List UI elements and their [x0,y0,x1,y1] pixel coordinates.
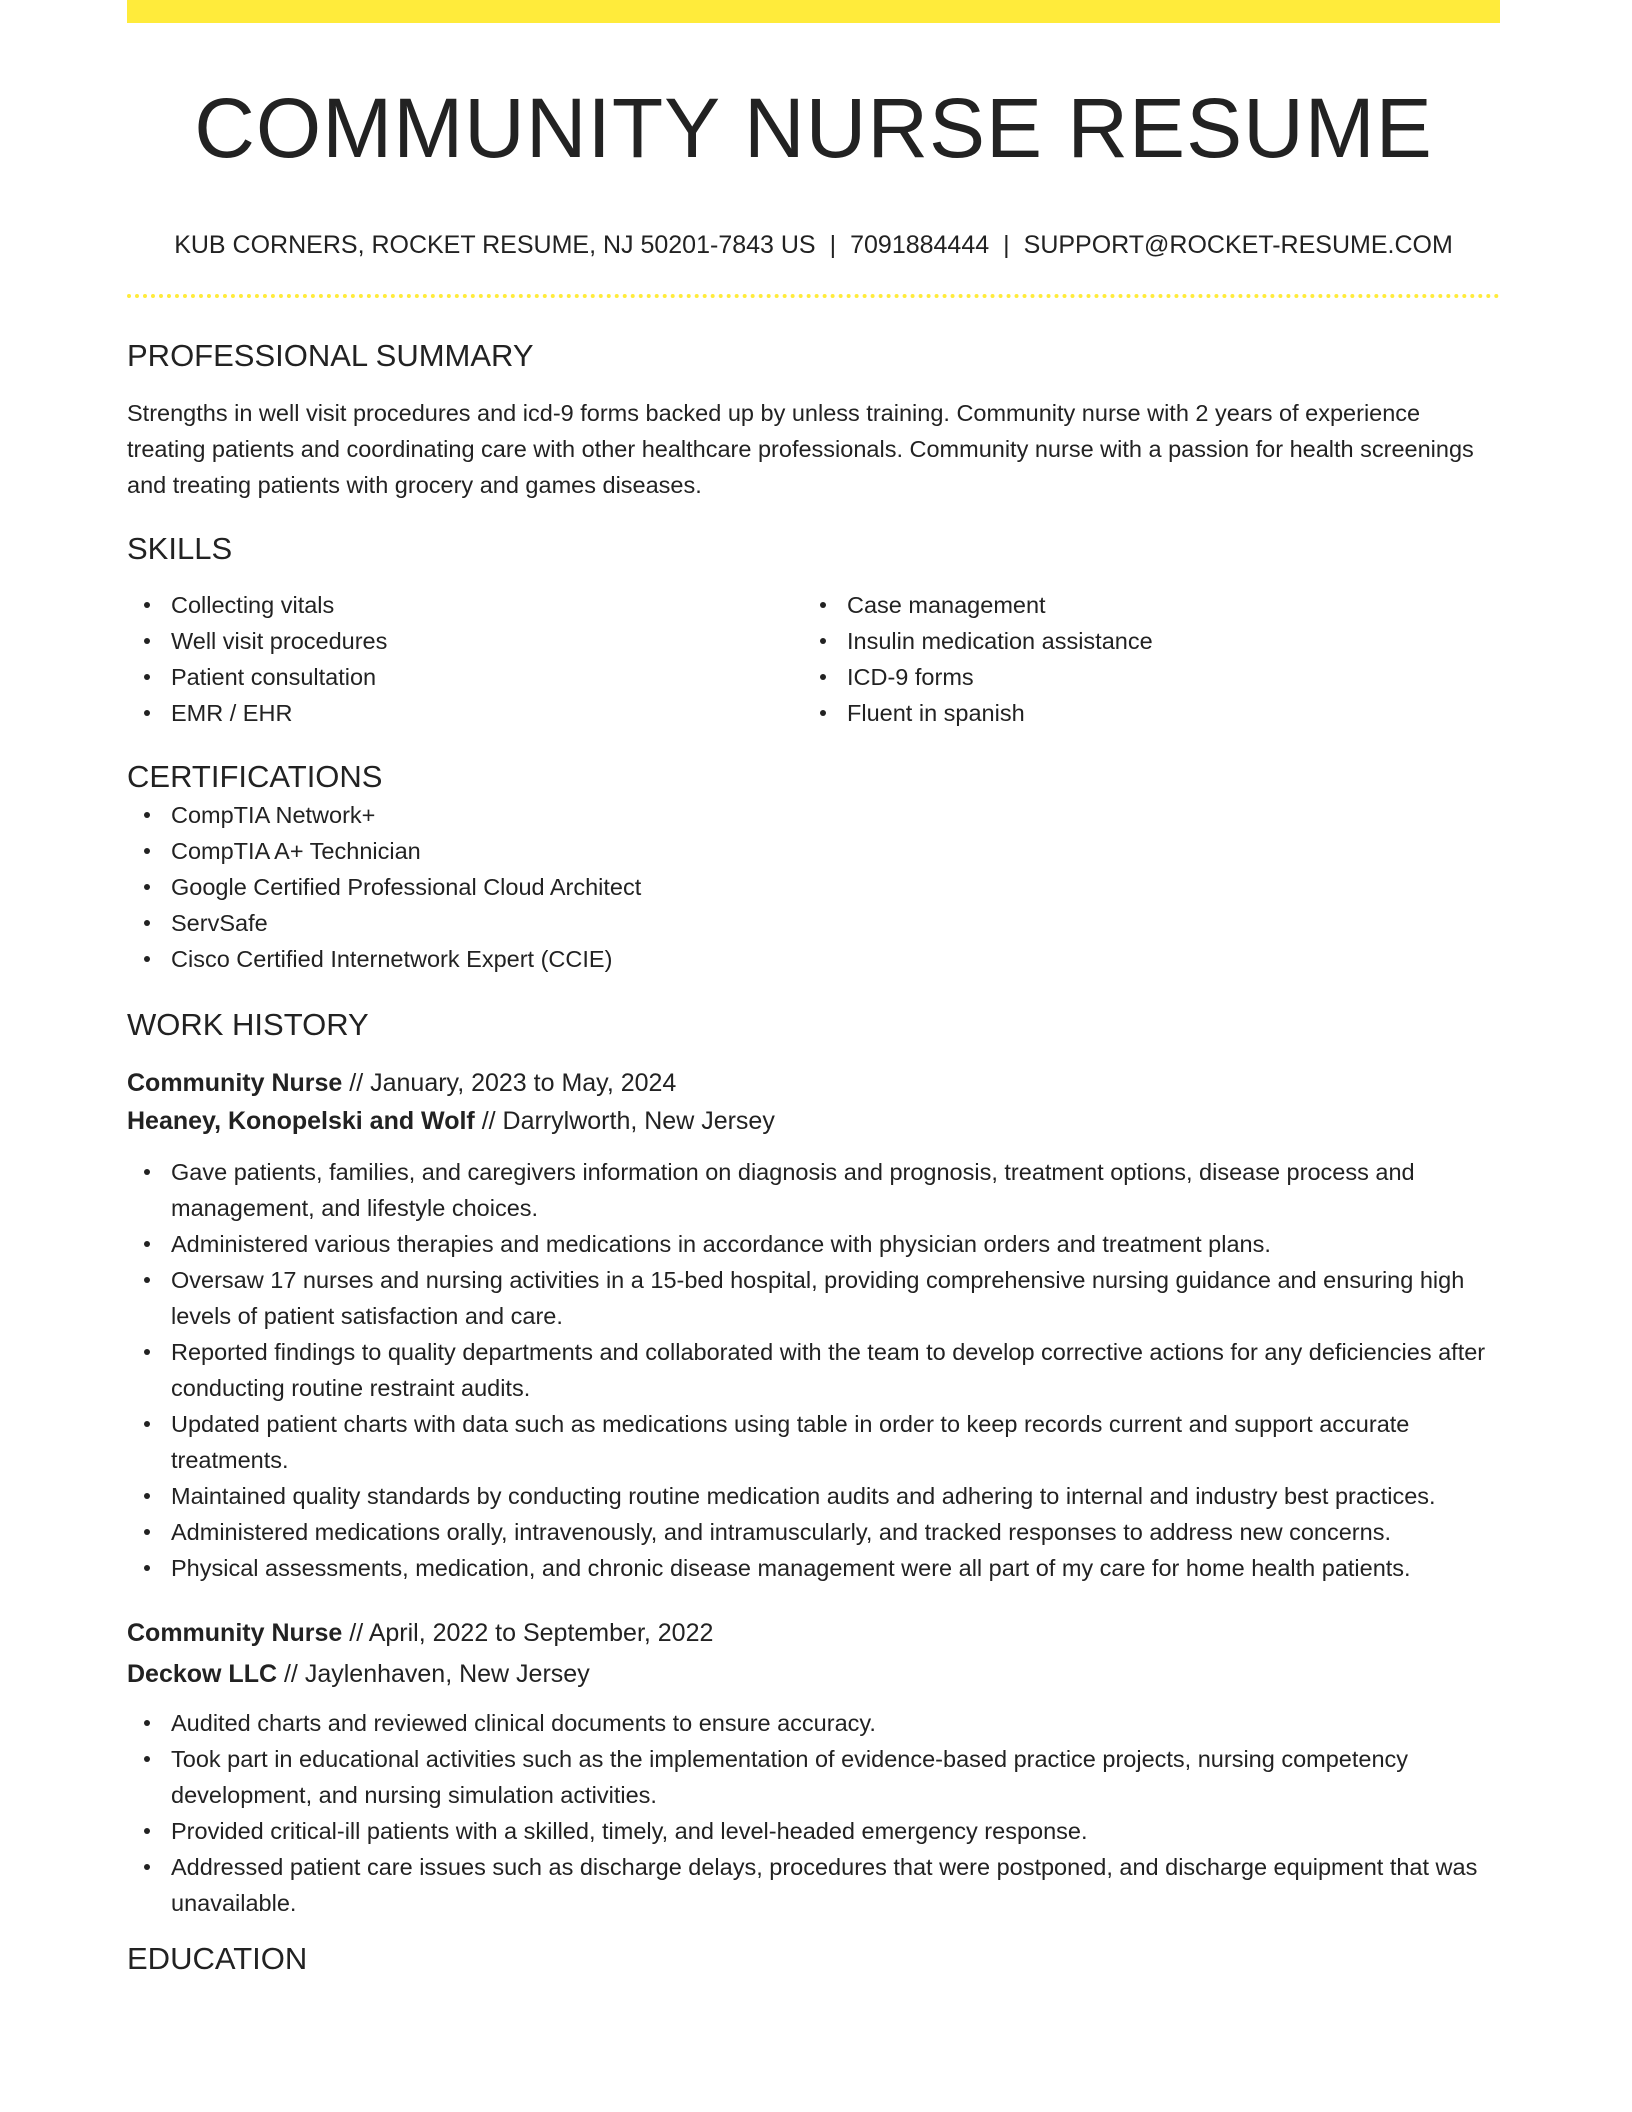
summary-heading: PROFESSIONAL SUMMARY [127,338,534,373]
skill-item: Case management [803,587,1479,623]
contact-separator: | [829,231,837,259]
certification-item: Google Certified Professional Cloud Architect [127,869,1500,905]
job-title: Community Nurse [127,1069,343,1097]
contact-phone: 7091884444 [850,231,990,259]
job-employer: Heaney, Konopelski and Wolf [127,1107,475,1135]
duty-item: Reported findings to quality departments and collaborated with the team to develop corrective actions for any deficiencies after conducting routine restraint audits. [127,1334,1500,1406]
work-history-heading: WORK HISTORY [127,1007,369,1042]
job-entry [127,1064,1500,1586]
duty-item: Administered medications orally, intravenously, and intramuscularly, and tracked responses to address new concerns. [127,1514,1500,1550]
certification-item: Cisco Certified Internetwork Expert (CCIE) [127,941,1500,977]
skill-item: Collecting vitals [127,587,803,623]
certifications-list [127,797,1500,977]
certifications-heading: CERTIFICATIONS [127,759,383,794]
skill-item: EMR / EHR [127,695,803,731]
dotted-divider [127,294,1500,298]
duty-item: Administered various therapies and medications in accordance with physician orders and treatment plans. [127,1226,1500,1262]
duty-item: Addressed patient care issues such as discharge delays, procedures that were postponed, and discharge equipment that was unavailable. [127,1849,1500,1921]
duty-item: Provided critical-ill patients with a skilled, timely, and level-headed emergency response. [127,1813,1500,1849]
summary-text: Strengths in well visit procedures and icd-9 forms backed up by unless training. Community nurse with 2 years of experience treating patients and coordinating care with other healthcare professionals. Community nurse with a passion for health screenings and treating patients with grocery and games diseases. [127,400,1474,498]
job-location: Darrylworth, New Jersey [502,1107,775,1135]
job-dates: January, 2023 to May, 2024 [370,1069,677,1097]
job-separator: // [342,1069,371,1097]
certification-item: ServSafe [127,905,1500,941]
job-title: Community Nurse [127,1619,343,1647]
skill-item: Insulin medication assistance [803,623,1479,659]
skill-item: Patient consultation [127,659,803,695]
job-entry [127,1614,1500,1921]
job-title-line [127,1064,1500,1102]
skill-item: Well visit procedures [127,623,803,659]
skill-item: Fluent in spanish [803,695,1479,731]
duty-item: Audited charts and reviewed clinical documents to ensure accuracy. [127,1705,1500,1741]
skill-item: ICD-9 forms [803,659,1479,695]
job-separator: // [277,1660,305,1688]
resume-title: COMMUNITY NURSE RESUME [194,81,1433,175]
contact-line [127,230,1500,260]
job-employer-line [127,1102,1500,1140]
contact-separator: | [1003,231,1010,259]
job-dates: April, 2022 to September, 2022 [368,1619,714,1647]
job-duties-list [127,1705,1500,1921]
certification-item: CompTIA Network+ [127,797,1500,833]
job-employer: Deckow LLC [127,1660,278,1688]
job-separator: // [342,1619,369,1647]
duty-item: Took part in educational activities such as the implementation of evidence-based practice projects, nursing competency development, and nursing simulation activities. [127,1741,1500,1813]
skills-heading: SKILLS [127,531,233,566]
resume-content [127,0,1500,1979]
job-location: Jaylenhaven, New Jersey [304,1660,590,1688]
duty-item: Gave patients, families, and caregivers information on diagnosis and prognosis, treatment options, disease process and management, and lifestyle choices. [127,1154,1500,1226]
certification-item: CompTIA A+ Technician [127,833,1500,869]
job-duties-list [127,1154,1500,1586]
duty-item: Updated patient charts with data such as medications using table in order to keep records current and support accurate treatments. [127,1406,1500,1478]
skills-left-list [127,587,803,731]
contact-address: KUB CORNERS, ROCKET RESUME, NJ 50201-7843 US [174,231,816,259]
skills-right-list [803,587,1479,731]
duty-item: Oversaw 17 nurses and nursing activities in a 15-bed hospital, providing comprehensive nursing guidance and ensuring high levels of patient satisfaction and care. [127,1262,1500,1334]
job-employer-line [127,1655,1500,1693]
duty-item: Maintained quality standards by conducting routine medication audits and adhering to internal and industry best practices. [127,1478,1500,1514]
duty-item: Physical assessments, medication, and chronic disease management were all part of my care for home health patients. [127,1550,1500,1586]
skills-columns [127,587,1500,731]
contact-email: SUPPORT@ROCKET-RESUME.COM [1023,231,1453,259]
education-heading: EDUCATION [127,1941,308,1976]
job-separator: // [474,1107,503,1135]
job-title-line [127,1614,1500,1652]
